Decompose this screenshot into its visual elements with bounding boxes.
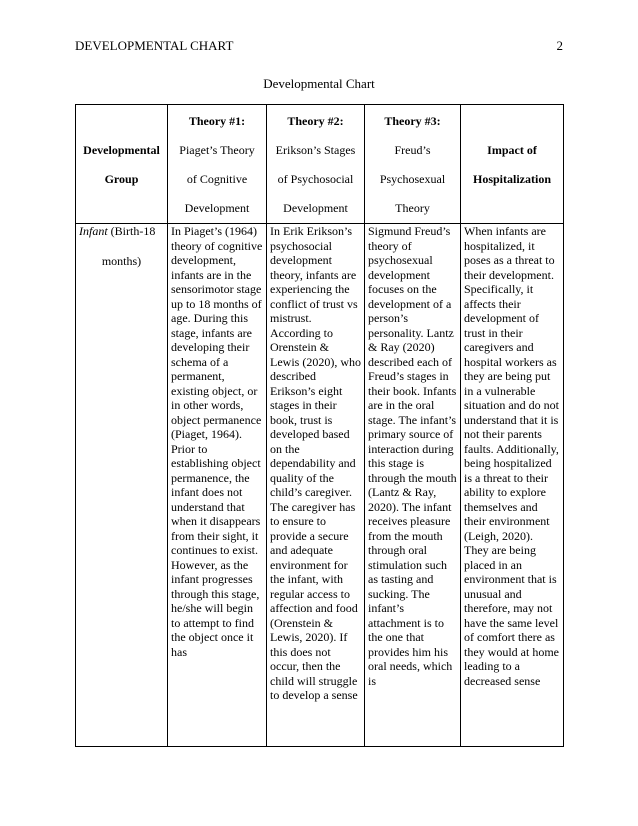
header-theory-1	[168, 105, 267, 224]
cell-erikson-text: In Erik Erikson’s psychosocial development theory, infants are experiencing the conflict of trust vs mistrust. According to Orenstein & Lewis (2020), who described Erikson’s eight stages in their book, trust is developed based on the dependability and quality of the child’s caregiver. The caregiver has to ensure to provide a secure and adequate environment for the infant, with regular access to affection and food (Orenstein & Lewis, 2020). If this does not occur, then the child will struggle to develop a sense	[267, 224, 365, 747]
page-title: Developmental Chart	[263, 76, 375, 91]
header-line: Development	[184, 201, 250, 215]
header-line: Development	[283, 201, 348, 215]
cell-impact-text: When infants are hospitalized, it poses as a threat to their development. Specifically, it affects their development of trust in their caregivers and hospital workers as they are being put in a vulnerable situation and do not understand that it is not their parents faults. Additionally, being hospitalized is a threat to their ability to explore themselves and their environment (Leigh, 2020). They are being placed in an environment that is unusual and therefore, may not have the same level of comfort there as they would at home leading to a decreased sense	[461, 224, 564, 747]
page-number: 2	[556, 38, 563, 53]
header-line: Erikson’s Stages	[275, 143, 356, 157]
group-label: Infant (Birth-18	[79, 224, 156, 238]
header-impact-of-hospitalization	[461, 105, 564, 224]
header-line: Piaget’s Theory	[179, 143, 255, 157]
header-line: Theory #2:	[287, 114, 344, 128]
table-header-row	[76, 105, 564, 224]
header-line: Theory	[395, 201, 430, 215]
header-line: Theory #1:	[188, 114, 246, 128]
header-line: of Cognitive	[186, 172, 248, 186]
header-line: Group	[104, 172, 139, 186]
cell-freud-text: Sigmund Freud’s theory of psychosexual development focuses on the development of a person’s personality. Lantz & Ray (2020) described each of Freud’s stages in their book. Infants are in the oral stage. The infant’s primary source of interaction during this stage is through the mouth (Lantz & Ray, 2020). The infant receives pleasure from the mouth through oral stimulation such as tasting and sucking. The infant’s attachment is to the one that provides him his oral needs, which is	[365, 224, 461, 747]
header-developmental-group	[76, 105, 168, 224]
header-line: Hospitalization	[472, 172, 551, 186]
running-head-title: DEVELOPMENTAL CHART	[75, 38, 234, 53]
header-line: Impact of	[487, 143, 537, 157]
cell-piaget-text: In Piaget’s (1964) theory of cognitive development, infants are in the sensorimotor stage up to 18 months of age. During this stage, infants are developing their schema of a permanent, existing object, or in other words, object permanence (Piaget, 1964). Prior to establishing object permanence, the infant does not understand that when it disappears from their sight, it continues to exist. However, as the infant progresses through this stage, he/she will begin to attempt to find the object once it has	[168, 224, 267, 747]
running-head	[75, 38, 563, 54]
header-line: Theory #3:	[384, 114, 441, 128]
header-line: Freud’s	[394, 143, 431, 157]
header-line: Psychosexual	[379, 172, 446, 186]
group-label-age: months)	[101, 253, 142, 268]
developmental-chart-table	[75, 104, 564, 747]
header-theory-3	[365, 105, 461, 224]
header-line: Developmental	[83, 143, 160, 157]
cell-developmental-group	[76, 224, 168, 747]
header-line: of Psychosocial	[277, 172, 354, 186]
header-theory-2	[267, 105, 365, 224]
table-row	[76, 224, 564, 747]
